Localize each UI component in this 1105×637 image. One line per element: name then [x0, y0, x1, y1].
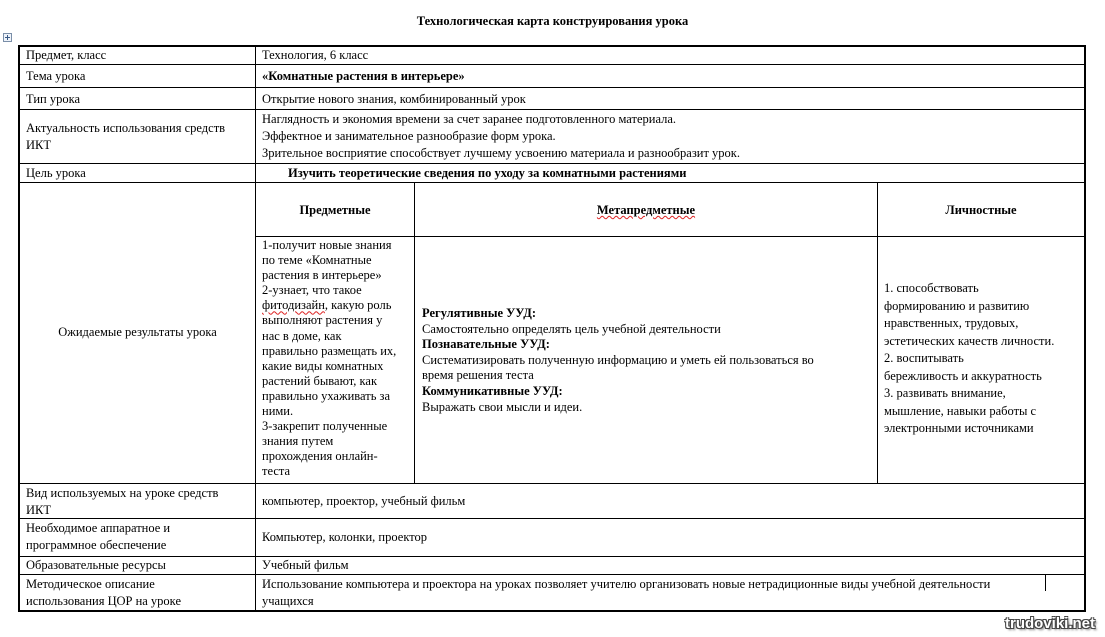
subject-label: Предмет, класс [26, 48, 107, 62]
subject-result-line: растения в интерьере» [262, 268, 382, 283]
row-divider [20, 574, 1084, 575]
subject-result-line: 1-получит новые знания [262, 238, 392, 252]
meta-results[interactable] [422, 306, 870, 415]
results-header-personal: Личностные [945, 203, 1017, 217]
subject-result-line: знания путем [262, 434, 334, 449]
subject-result-line: какие виды комнатных [262, 358, 384, 373]
row-divider [20, 109, 1084, 110]
cognitive-text: время решения теста [422, 368, 534, 383]
method-value-line: Использование компьютера и проектора на уроках позволяет учителю организовать новые нетрадиционные виды учебной деятельности [262, 577, 991, 591]
row-divider [20, 87, 1084, 88]
lesson-type-value[interactable]: Открытие нового знания, комбинированный урок [262, 92, 526, 106]
relevance-line: Эффектное и занимательное разнообразие форм урока. [262, 129, 556, 143]
personal-result-line: нравственных, трудовых, [884, 316, 1019, 330]
ict-tools-label [26, 485, 251, 519]
personal-results[interactable] [884, 280, 1080, 438]
row-divider [20, 64, 1084, 65]
column-divider [877, 183, 878, 483]
subject-result-line: нас в доме, как [262, 328, 342, 343]
column-divider [414, 183, 415, 483]
subject-result-line: правильно размещать их, [262, 343, 397, 358]
relevance-label-line: Актуальность использования средств [26, 121, 226, 135]
goal-label: Цель урока [26, 166, 86, 180]
results-label: Ожидаемые результаты урока [58, 325, 217, 339]
hardware-value[interactable]: Компьютер, колонки, проектор [262, 530, 428, 544]
relevance-label [26, 120, 251, 154]
results-header-meta [415, 202, 877, 219]
personal-result-line: бережливость и аккуратность [884, 368, 1042, 383]
lesson-type-label: Тип урока [26, 92, 81, 106]
personal-result-line: электронными источниками [884, 421, 1034, 435]
personal-result-line: 3. развивать внимание, [884, 386, 1006, 400]
communicative-title: Коммуникативные УУД: [422, 383, 563, 398]
subject-result-line: ними. [262, 404, 294, 419]
method-label-line: Методическое описание [26, 577, 155, 591]
personal-result-line: 2. воспитывать [884, 351, 964, 365]
document-title: Технологическая карта конструирования урока [416, 14, 689, 28]
row-divider [20, 182, 1084, 183]
personal-result-line: 1. способствовать [884, 281, 979, 295]
personal-result-line: эстетических качеств личности. [884, 333, 1055, 348]
hardware-label [26, 520, 251, 554]
subject-results[interactable] [262, 238, 408, 480]
method-label-line: использования ЦОР на уроке [26, 594, 181, 608]
method-value[interactable] [262, 576, 1077, 610]
subject-result-line: теста [262, 464, 291, 479]
subject-result-line: правильно ухаживать за [262, 388, 391, 403]
topic-value[interactable]: «Комнатные растения в интерьере» [262, 69, 465, 83]
cognitive-title: Познавательные УУД: [422, 337, 550, 352]
regulatory-text: Самостоятельно определять цель учебной деятельности [422, 321, 721, 336]
ict-tools-label-line: Вид используемых на уроке средств [26, 486, 219, 500]
method-value-line: учащихся [262, 594, 314, 608]
personal-result-line: формированию и развитию [884, 298, 1030, 313]
text-cursor [1045, 575, 1046, 591]
relevance-label-line: ИКТ [26, 138, 51, 152]
subject-value[interactable]: Технология, 6 класс [262, 48, 369, 62]
subject-result-line: по теме «Комнатные [262, 253, 372, 268]
resources-value[interactable]: Учебный фильм [262, 558, 349, 572]
relevance-value[interactable] [262, 111, 1077, 162]
subject-result-line: 2-узнает, что такое [262, 283, 362, 298]
results-header-subject: Предметные [299, 203, 371, 217]
relevance-line: Зрительное восприятие способствует лучшему усвоению материала и разнообразит урок. [262, 146, 740, 160]
goal-value[interactable]: Изучить теоретические сведения по уходу за комнатными растениями [288, 166, 687, 180]
personal-result-line: мышление, навыки работы с [884, 403, 1037, 418]
communicative-text: Выражать свои мысли и идеи. [422, 399, 583, 414]
table-move-handle-icon[interactable] [3, 33, 12, 42]
topic-label: Тема урока [26, 69, 86, 83]
row-divider [20, 163, 1084, 164]
row-divider [255, 236, 1084, 237]
hardware-label-line: Необходимое аппаратное и [26, 521, 171, 535]
watermark-text: trudoviki.net [1004, 615, 1095, 632]
subject-result-line: прохождения онлайн- [262, 449, 378, 464]
row-divider [20, 483, 1084, 484]
subject-result-line: 3-закрепит полученные [262, 419, 388, 434]
column-divider [255, 47, 256, 610]
subject-result-line: растений бывают, как [262, 373, 378, 388]
ict-tools-label-line: ИКТ [26, 503, 51, 517]
results-header-meta-text: Метапредметные [596, 203, 696, 217]
ict-tools-value[interactable]: компьютер, проектор, учебный фильм [262, 494, 466, 508]
relevance-line: Наглядность и экономия времени за счет заранее подготовленного материала. [262, 112, 677, 126]
regulatory-title: Регулятивные УУД: [422, 306, 536, 320]
subject-result-line: выполняют растения у [262, 313, 383, 328]
resources-label: Образовательные ресурсы [26, 558, 166, 572]
subject-result-line: фитодизайн, какую роль [262, 298, 392, 313]
method-label [26, 576, 251, 610]
hardware-label-line: программное обеспечение [26, 538, 167, 552]
cognitive-text: Систематизировать полученную информацию и уметь ей пользоваться во [422, 352, 814, 367]
